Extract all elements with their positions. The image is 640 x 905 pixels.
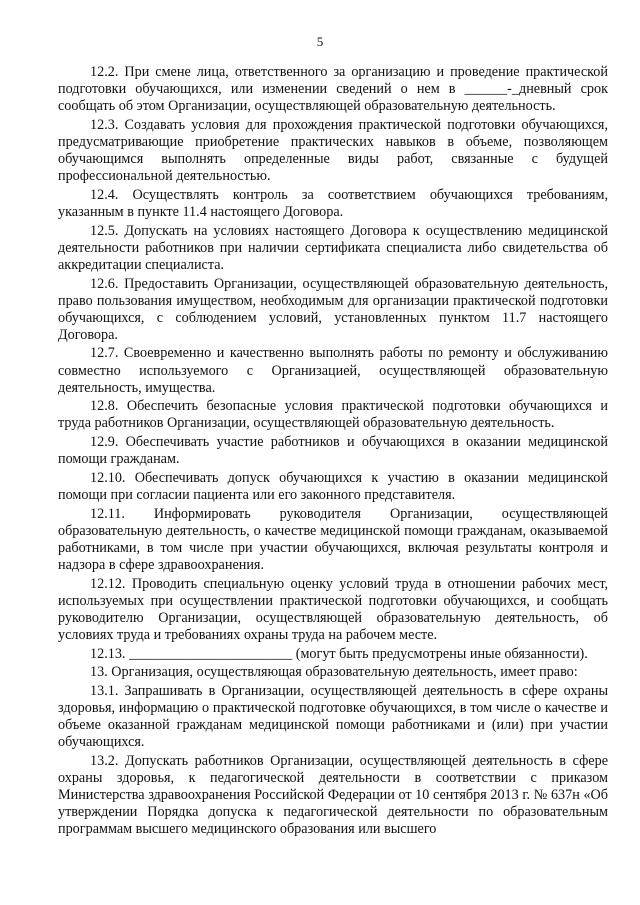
clause-12-5: 12.5. Допускать на условиях настоящего Договора к осуществлению медицинской деятельности работников при наличии сертификата специалиста либо свидетельства об аккредитации специалиста. xyxy=(58,222,608,273)
clause-12-7: 12.7. Своевременно и качественно выполнять работы по ремонту и обслуживанию совместно используемого с Организацией, осуществляющей образовательную деятельность, имущества. xyxy=(58,345,608,396)
clause-12-9: 12.9. Обеспечивать участие работников и обучающихся в оказании медицинской помощи гражданам. xyxy=(58,434,608,468)
clause-12-2: 12.2. При смене лица, ответственного за организацию и проведение практической подготовки обучающихся, или изменении сведений о нем в ______-_дневный срок сообщать об этом Организации, осуществляющей образовательную деятельность. xyxy=(58,64,608,115)
clause-12-6: 12.6. Предоставить Организации, осуществляющей образовательную деятельность, право пользования имуществом, необходимым для организации практической подготовки обучающихся, с соблюдением условий, установленных пунктом 11.7 настоящего Договора. xyxy=(58,275,608,343)
clause-13-2: 13.2. Допускать работников Организации, осуществляющей деятельность в сфере охраны здоровья, к педагогической деятельности в соответствии с приказом Министерства здравоохранения Российской Федерации от 10 сентября 2013 г. № 637н «Об утверждении Порядка допуска к педагогической деятельности по образовательным программам высшего медицинского образования или высшего xyxy=(58,752,608,838)
clause-12-4: 12.4. Осуществлять контроль за соответствием обучающихся требованиям, указанным в пункте 11.4 настоящего Договора. xyxy=(58,186,608,220)
clause-12-13: 12.13. _______________________ (могут быть предусмотрены иные обязанности). xyxy=(90,645,588,662)
clause-12-3: 12.3. Создавать условия для прохождения практической подготовки обучающихся, предусматривающие приобретение практических навыков в объеме, позволяющем обучающимся выполнять определенные виды работ, связанные с будущей профессиональной деятельностью. xyxy=(58,116,608,185)
page-number: 5 xyxy=(316,34,324,49)
clause-12-8: 12.8. Обеспечить безопасные условия практической подготовки обучающихся и труда работников Организации, осуществляющей образовательную деятельность. xyxy=(58,398,608,432)
clause-13-1: 13.1. Запрашивать в Организации, осуществляющей деятельность в сфере охраны здоровья, информацию о практической подготовке обучающихся, в том числе о качестве и объеме оказанной гражданам медицинской помощи работниками и (или) при участии обучающихся. xyxy=(58,683,608,751)
clause-13: 13. Организация, осуществляющая образовательную деятельность, имеет право: xyxy=(90,664,578,681)
clause-12-11: 12.11. Информировать руководителя Организации, осуществляющей образовательную деятельность, о качестве медицинской помощи гражданам, оказываемой работниками, в том числе при участии обучающихся, включая результаты контроля и надзора в сфере здравоохранения. xyxy=(58,505,608,573)
clause-12-12: 12.12. Проводить специальную оценку условий труда в отношении рабочих мест, используемых при осуществлении практической подготовки обучающихся, и сообщать руководителю Организации, осуществляющей образовательную деятельность, об условиях труда и требованиях охраны труда на рабочем месте. xyxy=(58,575,608,643)
document-body xyxy=(58,64,608,840)
clause-12-10: 12.10. Обеспечивать допуск обучающихся к участию в оказании медицинской помощи при согласии пациента или его законного представителя. xyxy=(58,469,608,503)
